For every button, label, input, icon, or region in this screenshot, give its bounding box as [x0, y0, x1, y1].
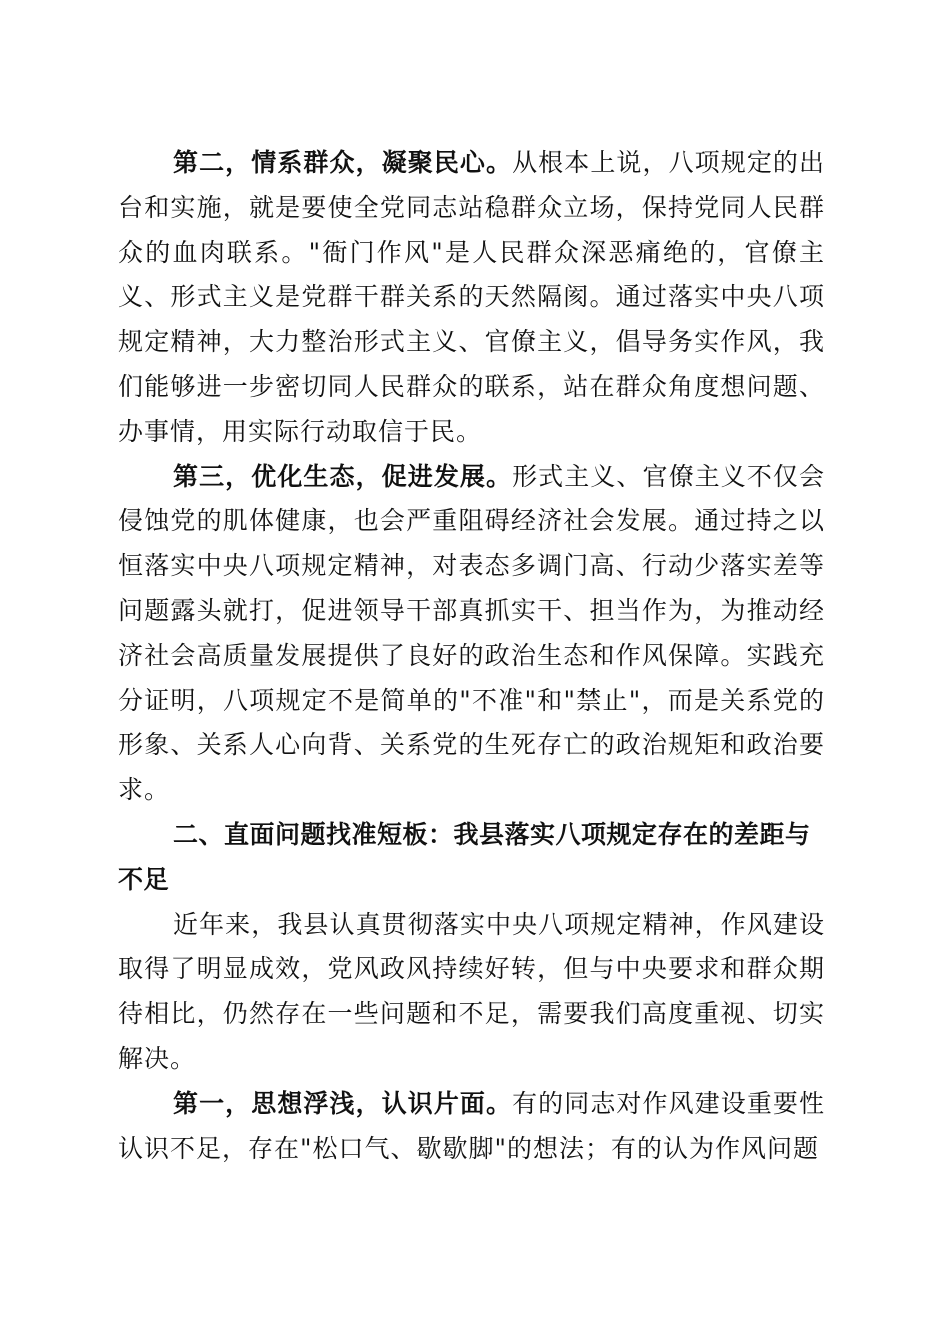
paragraph-body: 从根本上说，八项规定的出台和实施，就是要使全党同志站稳群众立场，保持党同人民群众的血肉联系。"衙门作风"是人民群众深恶痛绝的，官僚主义、形式主义是党群干群关系的天然隔阂。通过落实中央八项规定精神，大力整治形式主义、官僚主义，倡导务实作风，我们能够进一步密切同人民群众的联系，站在群众角度想问题、办事情，用实际行动取信于民。: [118, 148, 825, 446]
paragraph-lead: 第三，优化生态，促进发展。: [173, 461, 513, 491]
document-page: [118, 141, 825, 1171]
section-heading: 二、直面问题找准短板：我县落实八项规定存在的差距与不足: [118, 819, 811, 894]
section-intro: 近年来，我县认真贯彻落实中央八项规定精神，作风建设取得了明显成效，党风政风持续好转，但与中央要求和群众期待相比，仍然存在一些问题和不足，需要我们高度重视、切实解决。: [118, 909, 825, 1073]
paragraph-lead: 第一，思想浮浅，认识片面。: [173, 1088, 513, 1118]
paragraph-body: 形式主义、官僚主义不仅会侵蚀党的肌体健康，也会严重阻碍经济社会发展。通过持之以恒落实中央八项规定精神，对表态多调门高、行动少落实差等问题露头就打，促进领导干部真抓实干、担当作为，为推动经济社会高质量发展提供了良好的政治生态和作风保障。实践充分证明，八项规定不是简单的"不准"和"禁止"，而是关系党的形象、关系人心向背、关系党的生死存亡的政治规矩和政治要求。: [118, 461, 825, 805]
paragraph-body: 有的同志对作风建设重要性认识不足，存在"松口气、歇歇脚"的想法；有的认为作风问题: [118, 1088, 825, 1163]
paragraph-lead: 第二，情系群众，凝聚民心。: [173, 148, 513, 177]
paragraph-first-point: [118, 1082, 825, 1172]
paragraph-second-point: [118, 141, 825, 455]
paragraph-third-point: [118, 455, 825, 813]
